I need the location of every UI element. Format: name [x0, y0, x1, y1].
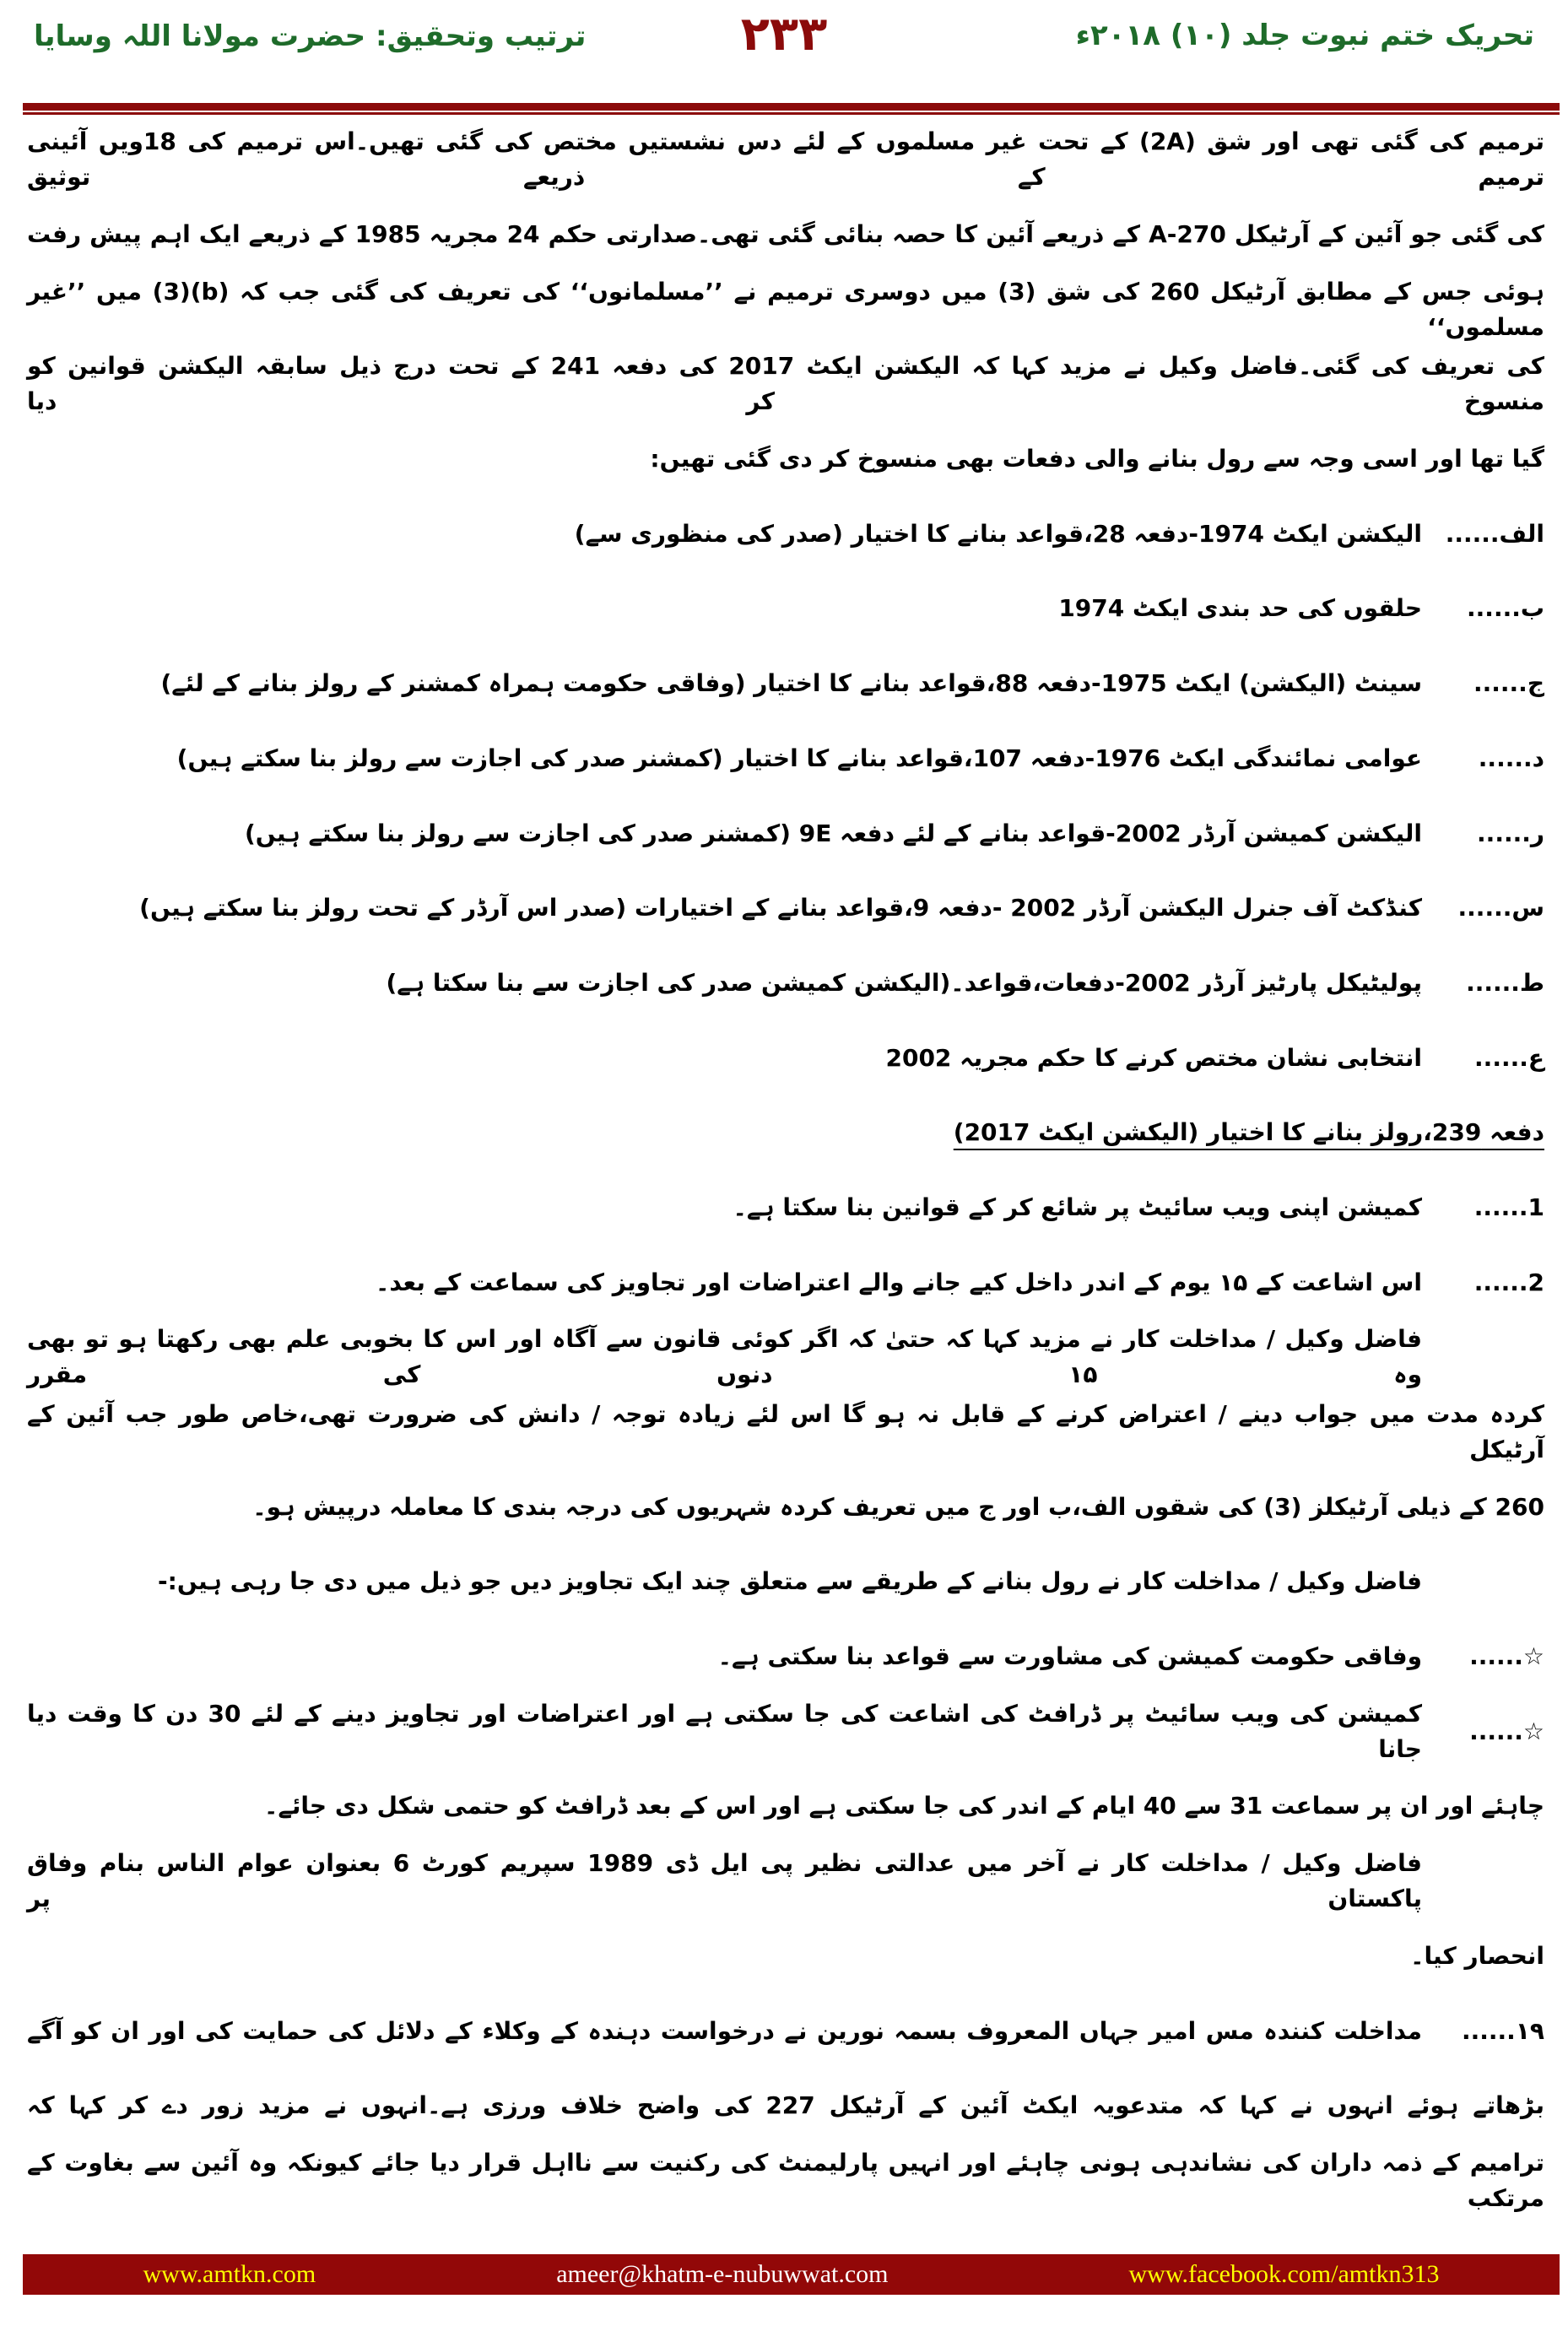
repealed-law-item	[27, 871, 1544, 946]
list-item-text: وفاقی حکومت کمیشن کی مشاورت سے قواعد بنا سکتی ہے۔	[717, 1642, 1422, 1671]
list-item-text: کمیشن اپنی ویب سائیٹ پر شائع کر کے قوانین بنا سکتا ہے۔	[733, 1193, 1422, 1221]
text-line: چاہئے اور ان پر سماعت 31 سے 40 ایام کے اندر کی جا سکتی ہے اور اس کے بعد ڈرافٹ کو حتمی شکل دی جائے۔	[264, 1792, 1544, 1820]
repealed-law-item	[27, 646, 1544, 722]
list-marker: ر......	[1477, 819, 1544, 847]
list-item-text: الیکشن ایکٹ 1974-دفعہ 28،قواعد بنانے کا اختیار (صدر کی منظوری سے)	[574, 519, 1422, 548]
list-item-text: حلقوں کی حد بندی ایکٹ 1974	[1058, 594, 1422, 623]
list-item-text: کمیشن کی ویب سائیٹ پر ڈرافٹ کی اشاعت کی جا سکتی ہے اور اعتراضات اور تجاویز دینے کے لئے 30 دن کا وقت دیا جانا	[27, 1699, 1422, 1763]
list-marker: ع......	[1474, 1043, 1544, 1072]
text-line: فاضل وکیل / مداخلت کار نے آخر میں عدالتی نظیر پی ایل ڈی 1989 سپریم کورٹ 6 بعنوان عوام الناس بنام وفاق پاکستان پر	[27, 1849, 1422, 1913]
header-divider	[23, 103, 1560, 111]
text-line: کردہ مدت میں جواب دینے / اعتراض کرنے کے قابل نہ ہو گا اس لئے زیادہ توجہ / دانش کی ضرورت تھی،خاص طور جب آئین کے آرٹیکل	[27, 1400, 1544, 1464]
repealed-law-item	[27, 571, 1544, 646]
suggestion-item	[27, 1620, 1544, 1695]
text-line: فاضل وکیل / مداخلت کار نے رول بنانے کے طریقے سے متعلق چند ایک تجاویز دیں جو ذیل میں دی جا رہی ہیں:-	[158, 1567, 1422, 1596]
list-marker: ☆......	[1469, 1717, 1544, 1745]
list-marker: ط......	[1466, 968, 1544, 997]
section-items-list	[27, 1171, 1544, 1320]
list-item-text: پولیٹیکل پارٹیز آرڈر 2002-دفعات،قواعد۔(الیکشن کمیشن صدر کی اجازت سے بنا سکتا ہے)	[386, 968, 1422, 997]
list-marker: ☆......	[1469, 1642, 1544, 1671]
list-item-text: عوامی نمائندگی ایکٹ 1976-دفعہ 107،قواعد بنانے کا اختیار (کمشنر صدر کی اجازت سے رولز بنا سکتے ہیں)	[176, 744, 1422, 772]
list-item-text: اس اشاعت کے ۱۵ یوم کے اندر داخل کیے جانے والے اعتراضات اور تجاویز کی سماعت کے بعد۔	[375, 1268, 1422, 1296]
repealed-laws-list	[27, 496, 1544, 1095]
list-marker: 2......	[1473, 1268, 1544, 1296]
footer-website-link[interactable]: www.amtkn.com	[143, 2260, 316, 2288]
paragraph-number: ۱۹......	[1461, 2016, 1544, 2045]
text-line: گیا تھا اور اسی وجہ سے رول بنانے والی دفعات بھی منسوخ کر دی گئی تھیں:	[650, 445, 1544, 473]
text-line: کی تعریف کی گئی۔فاضل وکیل نے مزید کہا کہ الیکشن ایکٹ 2017 کی دفعہ 241 کے تحت درج ذیل سابقہ الیکشن قوانین کو منسوخ کر دیا	[27, 352, 1544, 416]
text-line: بڑھاتے ہوئے انہوں نے کہا کہ متدعویہ ایکٹ آئین کے آرٹیکل 227 کی واضح خلاف ورزی ہے۔انہوں نے مزید زور دے کر کہا کہ	[27, 2091, 1544, 2120]
text-line: انحصار کیا۔	[1410, 1941, 1544, 1970]
list-item-text: سینٹ (الیکشن) ایکٹ 1975-دفعہ 88،قواعد بنانے کا اختیار (وفاقی حکومت ہمراہ کمشنر کے رولز بنانے کے لئے)	[160, 669, 1422, 698]
list-marker: الف......	[1445, 519, 1544, 548]
section-heading: دفعہ 239،رولز بنانے کا اختیار (الیکشن ایکٹ 2017)	[953, 1118, 1544, 1147]
footer-facebook-link[interactable]: www.facebook.com/amtkn313	[1128, 2260, 1440, 2288]
list-marker: س......	[1457, 894, 1544, 922]
text-line: مداخلت کنندہ مس امیر جہاں المعروف بسمہ نورین نے درخواست دہندہ کے وکلاء کے دلائل کی حمایت کی اور ان کو آگے	[27, 2016, 1422, 2045]
text-line: ہوئی جس کے مطابق آرٹیکل 260 کی شق (3) میں دوسری ترمیم نے ’’مسلمانوں‘‘ کی تعریف کی گئی جب کہ (b)(3) میں ’’غیر مسلموں‘‘	[27, 277, 1544, 341]
list-marker: ب......	[1467, 594, 1544, 623]
section-item	[27, 1245, 1544, 1320]
page-body	[27, 122, 1544, 2218]
text-line: 260 کے ذیلی آرٹیکلز (3) کی شقوں الف،ب اور ج میں تعریف کردہ شہریوں کی درجہ بندی کا معاملہ درپیش ہو۔	[252, 1492, 1544, 1521]
list-marker: د......	[1478, 744, 1544, 772]
list-item-text: الیکشن کمیشن آرڈر 2002-قواعد بنانے کے لئے دفعہ 9E (کمشنر صدر کی اجازت سے رولز بنا سکتے ہیں)	[244, 819, 1422, 847]
text-line: ترمیم کی گئی تھی اور شق (2A) کے تحت غیر مسلموں کے لئے دس نشستیں مختص کی گئی تھیں۔اس ترمیم کی 18ویں آئینی ترمیم کے ذریعے توثیق	[27, 127, 1544, 192]
header-divider-thin	[23, 112, 1560, 115]
paragraph-19-first-line	[27, 1993, 1544, 2069]
text-line: فاضل وکیل / مداخلت کار نے مزید کہا کہ حتیٰ کہ اگر کوئی قانون سے آگاہ اور اس کا بخوبی علم بھی رکھتا ہو تو بھی وہ ۱۵ دنوں کی مقرر	[27, 1325, 1423, 1389]
compiler-credit: ترتیب وتحقیق: حضرت مولانا اللہ وسایا	[34, 19, 587, 53]
footer-email-link[interactable]: ameer@khatm-e-nubuwwat.com	[556, 2260, 889, 2288]
repealed-law-item	[27, 722, 1544, 797]
repealed-law-item	[27, 496, 1544, 571]
section-item	[27, 1171, 1544, 1246]
repealed-law-item	[27, 1020, 1544, 1095]
text-line: کی گئی جو آئین کے آرٹیکل A-270 کے ذریعے آئین کا حصہ بنائی گئی تھی۔صدارتی حکم 24 مجریہ 1985 کے ذریعے ایک اہم پیش رفت	[27, 220, 1544, 249]
list-item-text: کنڈکٹ آف جنرل الیکشن آرڈر 2002 -دفعہ 9،قواعد بنانے کے اختیارات (صدر اس آرڈر کے تحت رولز بنا سکتے ہیں)	[139, 894, 1422, 922]
text-line: ترامیم کے ذمہ داران کی نشاندہی ہونی چاہئے اور انہیں پارلیمنٹ کی رکنیت سے نااہل قرار دیا جائے کیونکہ وہ آئین سے بغاوت کے مرتکب	[27, 2148, 1544, 2212]
repealed-law-item	[27, 796, 1544, 871]
repealed-law-item	[27, 946, 1544, 1021]
list-item-text: انتخابی نشان مختص کرنے کا حکم مجریہ 2002	[885, 1043, 1422, 1072]
list-marker: 1......	[1473, 1193, 1544, 1221]
suggestions-list	[27, 1620, 1544, 1769]
list-marker: ج......	[1473, 669, 1544, 698]
page-number: ۲۳۳	[740, 7, 828, 62]
book-title: تحریک ختم نبوت جلد (۱۰) ۲۰۱۸ء	[1075, 19, 1534, 52]
suggestion-item	[27, 1694, 1544, 1769]
footer-bar	[23, 2254, 1560, 2295]
